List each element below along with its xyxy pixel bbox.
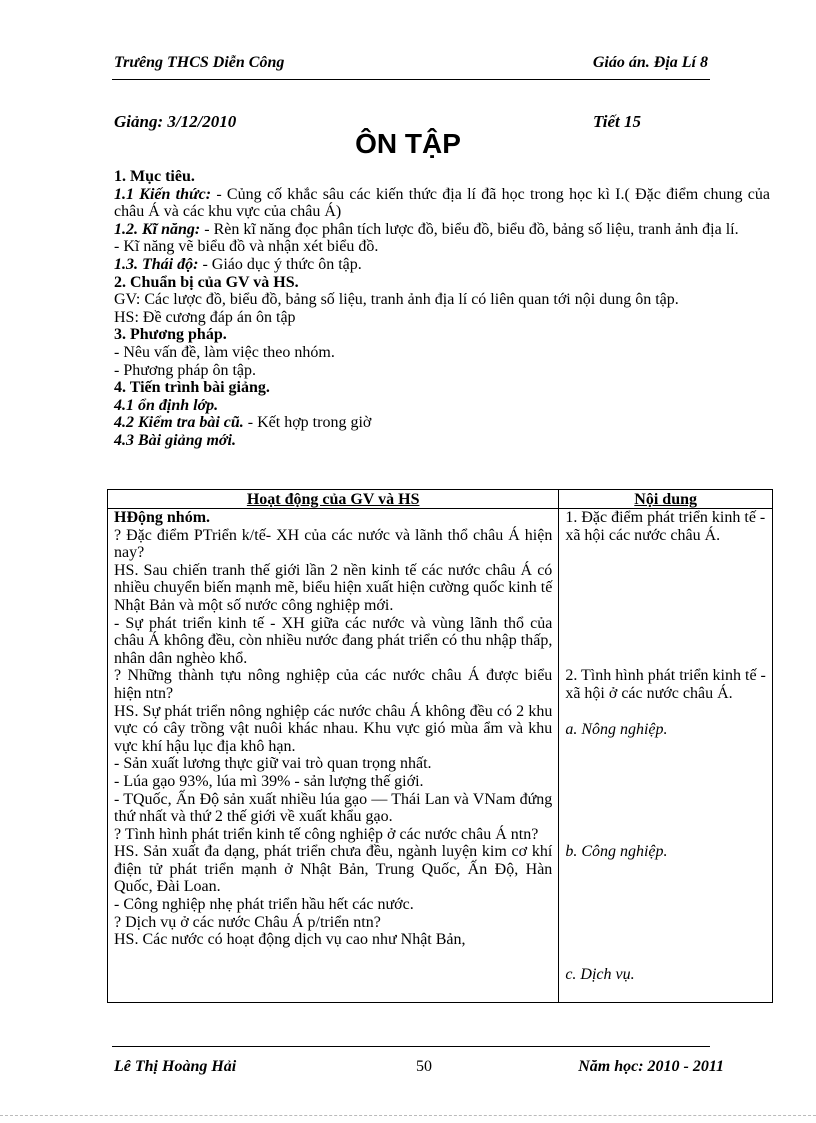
content-point-1: 1. Đặc điểm phát triển kinh tế - xã hội các nước châu Á. [565, 509, 766, 544]
section-3-heading: 3. Phương pháp. [114, 326, 227, 344]
activity-line: HS. Sản xuất đa dạng, phát triển chưa đều, ngành luyện kim cơ khí điện tử phát triển mạnh ở Nhật Bản, Trung Quốc, Ấn Độ, Hàn Quốc, Đài Loan. [114, 843, 553, 896]
activity-line: ? Đặc điểm PTriển k/tế- XH của các nước và lãnh thổ châu Á hiện nay? [114, 526, 553, 562]
skill-objective-extra: - Kĩ năng vẽ biểu đồ và nhận xét biểu đồ. [114, 238, 379, 256]
content-services: c. Dịch vụ. [565, 966, 635, 983]
page-title: ÔN TẬP [355, 128, 461, 159]
teacher-prep: GV: Các lược đồ, biểu đồ, bảng số liệu, tranh ảnh địa lí có liên quan tới nội dung ôn tập. [114, 291, 679, 309]
content-cell [559, 509, 773, 1003]
step-4-1: 4.1 ổn định lớp. [114, 396, 219, 414]
activity-line: HS. Các nước có hoạt động dịch vụ cao như Nhật Bản, [114, 931, 466, 949]
method-1: - Nêu vấn đề, làm việc theo nhóm. [114, 343, 335, 361]
activity-table [107, 489, 773, 1003]
author-name: Lê Thị Hoàng Hải [114, 1058, 237, 1075]
subject-label: Giáo án. Địa Lí 8 [592, 54, 708, 71]
section-4-heading: 4. Tiến trình bài giảng. [114, 379, 270, 397]
activity-line: - Sự phát triển kinh tế - XH giữa các nước và vùng lãnh thổ của châu Á không đều, còn nhiều nước đang phát triển có thu nhập thấp, nhân dân nghèo khổ. [114, 614, 553, 667]
activity-line: - Sản xuất lương thực giữ vai trò quan trọng nhất. [114, 755, 432, 773]
attitude-objective: 1.3. Thái độ: - Giáo dục ý thức ôn tập. [114, 255, 362, 273]
school-name: Trưêng THCS Diễn Công [114, 54, 285, 71]
activity-line: - TQuốc, Ấn Độ sản xuất nhiều lúa gạo — Thái Lan và VNam đứng thứ nhất và thứ 2 thế giới về xuất khẩu gạo. [114, 790, 553, 826]
step-4-3: 4.3 Bài giảng mới. [114, 431, 236, 449]
content-point-2: 2. Tình hình phát triển kinh tế - xã hội ở các nước châu Á. [565, 667, 766, 702]
activity-line: HĐộng nhóm. [114, 509, 211, 526]
page-edge-divider [0, 1115, 816, 1116]
student-prep: HS: Đề cương đáp án ôn tập [114, 308, 296, 326]
section-1-heading: 1. Mục tiêu. [114, 168, 195, 185]
page-number: 50 [416, 1058, 432, 1075]
activity-line: ? Những thành tựu nông nghiệp của các nước châu Á được biểu hiện ntn? [114, 667, 553, 702]
step-4-2: 4.2 Kiểm tra bài cũ. - Kết hợp trong giờ [114, 414, 372, 432]
lesson-period: Tiết 15 [593, 112, 641, 131]
activity-line: ? Tình hình phát triển kinh tế công nghiệp ở các nước châu Á ntn? [114, 825, 539, 843]
school-year: Năm học: 2010 - 2011 [578, 1058, 724, 1075]
footer-rule [112, 1046, 710, 1047]
activity-line: - Công nghiệp nhẹ phát triển hầu hết các nước. [114, 896, 414, 914]
activities-cell [108, 509, 559, 1003]
method-2: - Phương pháp ôn tập. [114, 361, 257, 379]
knowledge-objective: 1.1 Kiến thức: - Củng cố khắc sâu các kiến thức địa lí đã học trong học kì I.( Đặc điểm chung của châu Á và các khu vực của châu Á) [114, 185, 771, 221]
table-header-activities: Hoạt động của GV và HS [108, 490, 559, 509]
table-header-content: Nội dung [559, 490, 773, 509]
content-agriculture: a. Nông nghiệp. [565, 721, 668, 738]
content-industry: b. Công nghiệp. [565, 843, 668, 860]
activity-line: ? Dịch vụ ở các nước Châu Á p/triển ntn? [114, 913, 381, 931]
activity-line: HS. Sự phát triển nông nghiệp các nước châu Á không đều có 2 khu vực có cây trồng vật nuôi khác nhau. Khu vực gió mùa ẩm và khu vực khí hậu lục địa khô hạn. [114, 702, 553, 755]
header-rule [112, 79, 710, 80]
lesson-date: Giảng: 3/12/2010 [114, 112, 237, 131]
activity-line: - Lúa gạo 93%, lúa mì 39% - sản lượng thế giới. [114, 772, 424, 790]
section-2-heading: 2. Chuẩn bị của GV và HS. [114, 273, 299, 291]
activity-line: HS. Sau chiến tranh thế giới lần 2 nền kinh tế các nước châu Á có nhiều chuyển biến mạnh mẽ, biểu hiện xuất hiện cường quốc kinh tế Nhật Bản và một số nước công nghiệp mới. [114, 561, 553, 614]
skill-objective: 1.2. Kĩ năng: - Rèn kĩ năng đọc phân tích lược đồ, biểu đồ, biểu đồ, bảng số liệu, tranh ảnh địa lí. [114, 220, 739, 238]
lesson-body [114, 168, 770, 450]
